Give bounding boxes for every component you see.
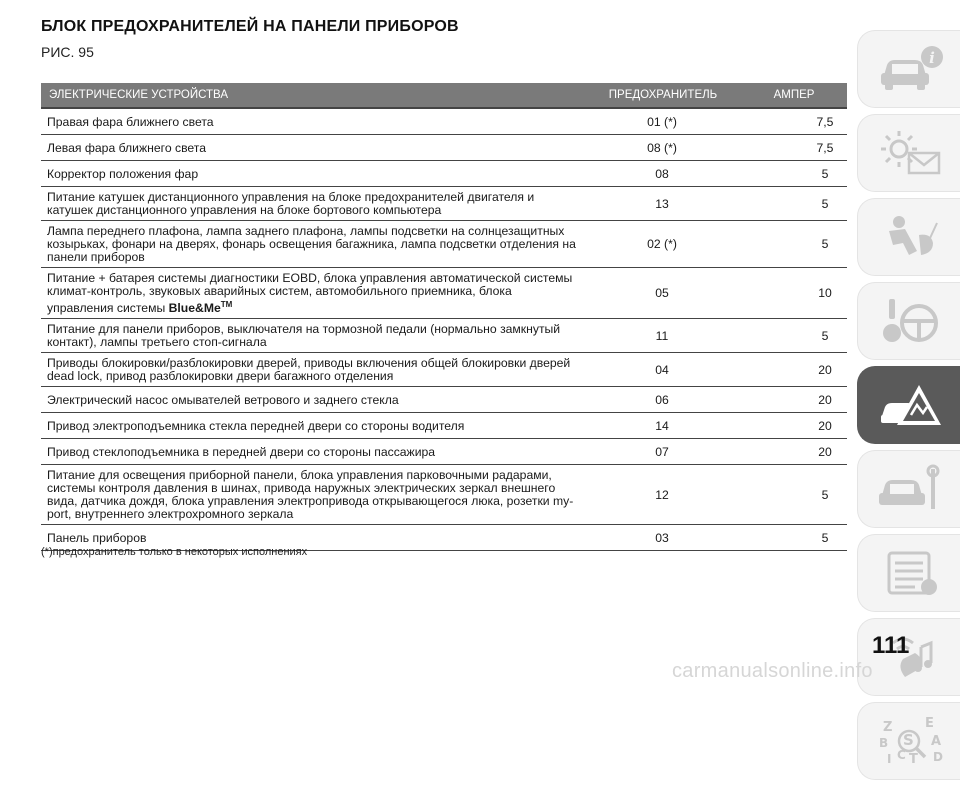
figure-reference: РИС. 95: [41, 44, 94, 60]
table-row: [41, 135, 847, 161]
table-row: [41, 413, 847, 439]
fuse-cell: 01 (*): [585, 108, 741, 135]
amp-cell: 20: [741, 413, 847, 439]
index-letter-z: Z: [882, 720, 892, 735]
tab-car-info[interactable]: [857, 30, 960, 108]
table-row: [41, 161, 847, 187]
header-amp: АМПЕР: [741, 83, 847, 108]
warning-lights-icon: [875, 127, 945, 179]
amp-cell: 5: [741, 525, 847, 551]
device-cell: Питание катушек дистанционного управления на блоке предохранителей двигателя и катушек дистанционного управления на блоке бортового компьютера: [41, 187, 585, 221]
device-text: Питание + батарея системы диагностики EOBD, блока управления автоматической системы климат-контроль, звуковых аварийных систем, автомобильного приемника, блока управления системы: [47, 271, 573, 316]
amp-cell: 7,5: [741, 135, 847, 161]
fuse-cell: 03: [585, 525, 741, 551]
table-row: [41, 108, 847, 135]
brand-blueme: [169, 301, 233, 315]
device-cell: Правая фара ближнего света: [41, 108, 585, 135]
device-cell: Привод электроподъемника стекла передней двери со стороны водителя: [41, 413, 585, 439]
amp-cell: 5: [741, 161, 847, 187]
device-cell: Приводы блокировки/разблокировки дверей, приводы включения общей блокировки дверей dead lock, привод разблокировки двери багажного отделения: [41, 353, 585, 387]
table-row: [41, 187, 847, 221]
amp-cell: 7,5: [741, 108, 847, 135]
section-heading: БЛОК ПРЕДОХРАНИТЕЛЕЙ НА ПАНЕЛИ ПРИБОРОВ: [41, 18, 459, 35]
table-row: [41, 353, 847, 387]
header-devices: ЭЛЕКТРИЧЕСКИЕ УСТРОЙСТВА: [41, 83, 585, 108]
table-row: [41, 319, 847, 353]
table-row: [41, 387, 847, 413]
page-number: 111: [872, 632, 910, 659]
fuse-cell: 04: [585, 353, 741, 387]
fuse-cell: 11: [585, 319, 741, 353]
tab-emergency[interactable]: [857, 366, 960, 444]
table-row: [41, 221, 847, 268]
index-icon: [875, 715, 945, 767]
index-letter-e: E: [924, 716, 934, 731]
amp-cell: 20: [741, 439, 847, 465]
device-cell: Корректор положения фар: [41, 161, 585, 187]
fuse-cell: 08: [585, 161, 741, 187]
fuse-cell: 13: [585, 187, 741, 221]
index-letter-b: B: [878, 736, 888, 750]
car-info-icon: [875, 43, 945, 95]
svg-text:i: i: [928, 49, 935, 67]
safety-airbag-icon: [875, 211, 945, 263]
index-letter-d: D: [932, 750, 943, 764]
device-cell: Лампа переднего плафона, лампа заднего плафона, лампы подсветки на солнцезащитных козырьках, фонари на дверях, фонарь освещения багажника, лампа подсветки отделения на панели приборов: [41, 221, 585, 268]
amp-cell: 5: [741, 187, 847, 221]
tab-safety[interactable]: [857, 198, 960, 276]
table-row: [41, 465, 847, 525]
maintenance-icon: [875, 463, 945, 515]
fuse-cell: 08 (*): [585, 135, 741, 161]
tab-index[interactable]: [857, 702, 960, 780]
device-cell: Левая фара ближнего света: [41, 135, 585, 161]
table-row: [41, 268, 847, 319]
table-row: [41, 439, 847, 465]
fuse-cell: 06: [585, 387, 741, 413]
device-cell: Панель приборов: [41, 525, 585, 551]
device-cell: Питание для освещения приборной панели, блока управления парковочными радарами, системы контроля давления в шинах, привода наружных электрических зеркал внешнего вида, датчика дождя, блока управления электропривода открывающегося люка, розетки my-port, внутреннего электрохромного зеркала: [41, 465, 585, 525]
amp-cell: 5: [741, 319, 847, 353]
fuse-cell: 12: [585, 465, 741, 525]
brand-name: Blue&Me: [168, 301, 221, 316]
amp-cell: 10: [741, 268, 847, 319]
amp-cell: 5: [741, 221, 847, 268]
footnote: (*)предохранитель только в некоторых исполнениях: [41, 546, 308, 558]
watermark-text: carmanualsonline.info: [672, 660, 873, 682]
driving-icon: [875, 295, 945, 347]
tab-technical-data[interactable]: [857, 534, 960, 612]
index-letter-t: T: [908, 752, 918, 767]
fuse-cell: 07: [585, 439, 741, 465]
device-cell: [41, 268, 585, 319]
index-letter-i: I: [886, 752, 891, 766]
fuse-cell: 05: [585, 268, 741, 319]
trademark-sup: TM: [220, 300, 233, 309]
fuse-cell: 14: [585, 413, 741, 439]
fuse-table: [41, 83, 847, 551]
tab-maintenance[interactable]: [857, 450, 960, 528]
amp-cell: 20: [741, 387, 847, 413]
tab-driving[interactable]: [857, 282, 960, 360]
device-cell: Питание для панели приборов, выключателя на тормозной педали (нормально замкнутый контакт), лампы третьего стоп-сигнала: [41, 319, 585, 353]
device-cell: Электрический насос омывателей ветрового и заднего стекла: [41, 387, 585, 413]
tab-warning-lights[interactable]: [857, 114, 960, 192]
index-letter-s: S: [902, 731, 914, 749]
technical-data-icon: [875, 547, 945, 599]
emergency-icon: [875, 379, 945, 431]
index-letter-a: A: [930, 734, 941, 749]
index-letter-c: C: [896, 748, 906, 762]
header-fuse: ПРЕДОХРАНИТЕЛЬ: [585, 83, 741, 108]
fuse-cell: 02 (*): [585, 221, 741, 268]
amp-cell: 5: [741, 465, 847, 525]
device-cell: Привод стеклоподъемника в передней двери со стороны пассажира: [41, 439, 585, 465]
amp-cell: 20: [741, 353, 847, 387]
